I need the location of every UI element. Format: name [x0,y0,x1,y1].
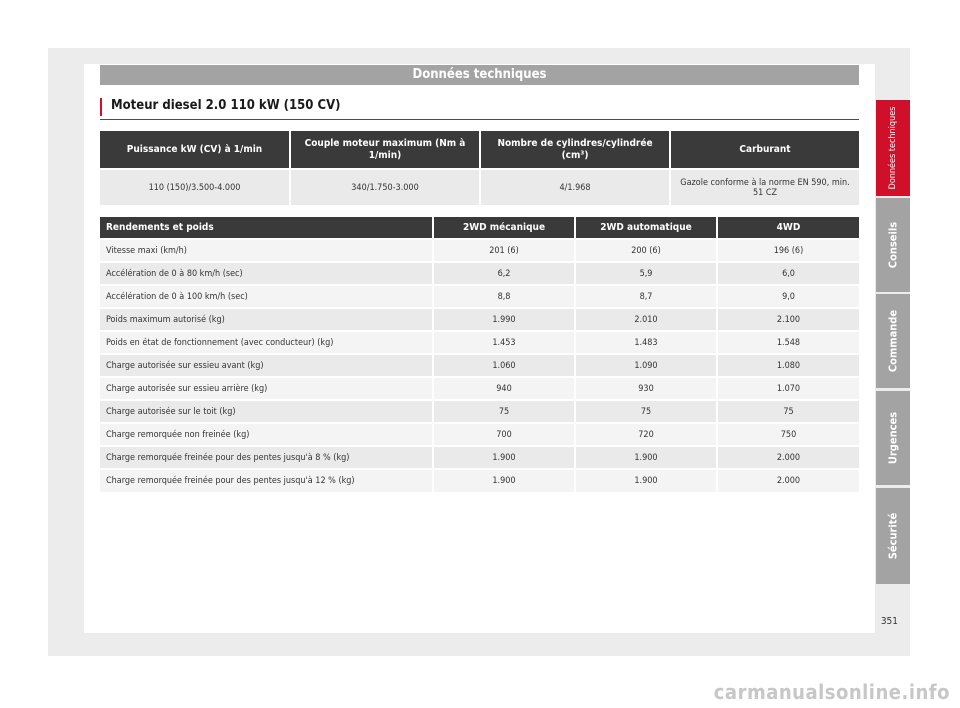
side-tab-label: Conseils [886,221,900,269]
table-cell: 1.900 [433,446,575,469]
column-header: Carburant [670,131,859,169]
table-cell: 1.990 [433,308,575,331]
side-tab-commande[interactable] [876,294,910,388]
table-row [100,446,859,469]
table-row [100,423,859,446]
table-row [100,262,859,285]
table-row [100,308,859,331]
table-row [100,354,859,377]
column-header: Couple moteur maximum (Nm à 1/min) [290,131,480,169]
table-cell: 196 (6) [717,239,859,262]
side-tab-label: Urgences [886,411,900,465]
table-cell: 75 [717,400,859,423]
table-row [100,469,859,492]
performance-weights-table [100,217,859,492]
table-cell: 1.900 [575,446,717,469]
column-header: 2WD mécanique [433,217,575,239]
table-cell: 1.080 [717,354,859,377]
table-cell: 1.070 [717,377,859,400]
table-cell: 720 [575,423,717,446]
table-header-row [100,217,859,239]
engine-specs-table [100,131,859,205]
table-cell: 340/1.750-3.000 [290,169,480,205]
table-cell: 8,7 [575,285,717,308]
table-header-row [100,131,859,169]
table-cell: Poids maximum autorisé (kg) [100,308,433,331]
table-cell: 75 [433,400,575,423]
table-cell: Charge remorquée non freinée (kg) [100,423,433,446]
side-tab-label: Commande [886,309,900,373]
table-cell: 9,0 [717,285,859,308]
watermark: carmanualsonline.info [713,680,950,704]
side-tab-label: Données techniques [888,106,898,190]
table-row [100,377,859,400]
table-cell: Charge autorisée sur essieu arrière (kg) [100,377,433,400]
table-row [100,331,859,354]
column-header: Nombre de cylindres/cylindrée (cm³) [480,131,670,169]
table-cell: 5,9 [575,262,717,285]
table-cell: Gazole conforme à la norme EN 590, min. 51 CZ [670,169,859,205]
table-cell: Vitesse maxi (km/h) [100,239,433,262]
table-cell: 2.000 [717,446,859,469]
column-header: 2WD automatique [575,217,717,239]
table-cell: 6,0 [717,262,859,285]
page-number: 351 [880,616,898,627]
table-cell: 1.060 [433,354,575,377]
table-cell: 2.000 [717,469,859,492]
table-cell: 1.483 [575,331,717,354]
table-row [100,239,859,262]
table-cell: 2.100 [717,308,859,331]
table-row [100,169,859,205]
side-tab-donnees-techniques[interactable] [876,100,910,196]
table-cell: Charge autorisée sur le toit (kg) [100,400,433,423]
table-cell: 1.900 [575,469,717,492]
table-cell: Accélération de 0 à 100 km/h (sec) [100,285,433,308]
table-cell: Poids en état de fonctionnement (avec conducteur) (kg) [100,331,433,354]
table-cell: 930 [575,377,717,400]
side-tab-label: Sécurité [886,512,900,560]
table-cell: 75 [575,400,717,423]
table-cell: 8,8 [433,285,575,308]
table-cell: Accélération de 0 à 80 km/h (sec) [100,262,433,285]
table-cell: 1.900 [433,469,575,492]
table-row [100,285,859,308]
table-row [100,400,859,423]
table-cell: Charge remorquée freinée pour des pentes jusqu'à 12 % (kg) [100,469,433,492]
section-title [100,96,859,120]
side-tab-conseils[interactable] [876,198,910,292]
chapter-header: Données techniques [100,65,859,85]
section-title-text: Moteur diesel 2.0 110 kW (150 CV) [111,98,341,113]
table-cell: 940 [433,377,575,400]
table-cell: 201 (6) [433,239,575,262]
table-cell: 2.010 [575,308,717,331]
side-tab-urgences[interactable] [876,391,910,485]
table-cell: 200 (6) [575,239,717,262]
table-cell: 6,2 [433,262,575,285]
table-cell: 1.090 [575,354,717,377]
table-cell: 750 [717,423,859,446]
table-cell: Charge remorquée freinée pour des pentes jusqu'à 8 % (kg) [100,446,433,469]
table-cell: Charge autorisée sur essieu avant (kg) [100,354,433,377]
column-header: Puissance kW (CV) à 1/min [100,131,290,169]
side-tab-securite[interactable] [876,488,910,584]
table-cell: 4/1.968 [480,169,670,205]
table-cell: 1.548 [717,331,859,354]
column-header: 4WD [717,217,859,239]
table-cell: 700 [433,423,575,446]
table-cell: 110 (150)/3.500-4.000 [100,169,290,205]
column-header: Rendements et poids [100,217,433,239]
section-title-marker [100,98,102,116]
table-cell: 1.453 [433,331,575,354]
